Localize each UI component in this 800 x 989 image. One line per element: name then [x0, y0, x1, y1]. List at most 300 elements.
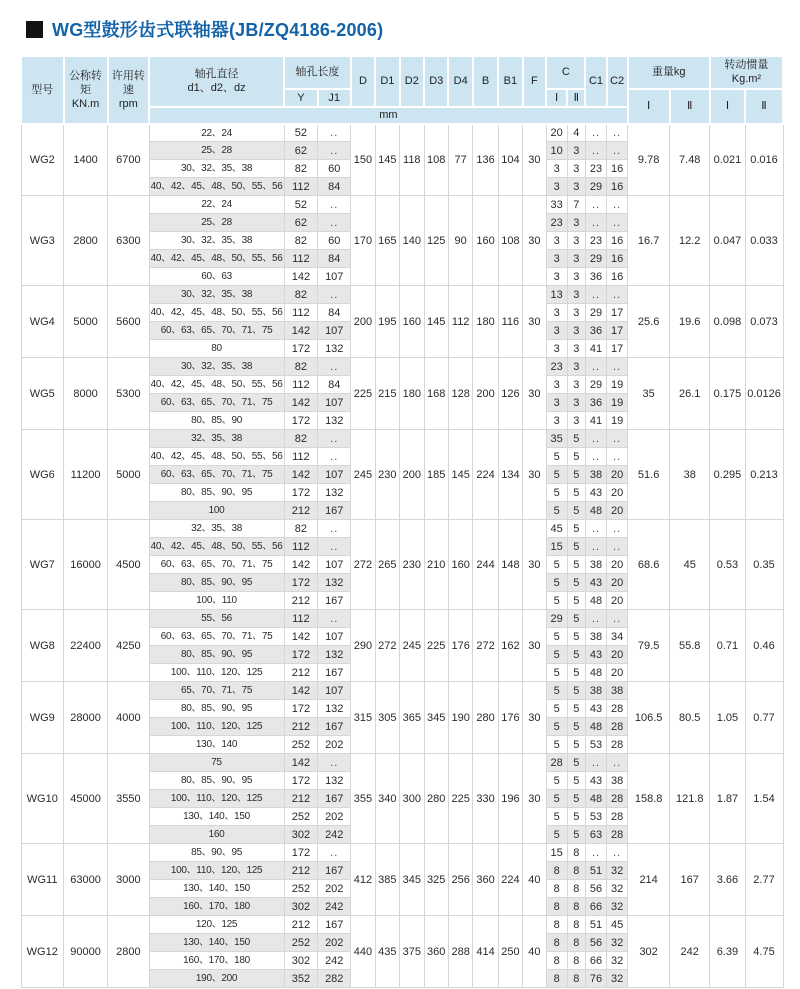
- c2-cell: ..: [607, 124, 628, 142]
- c-ii-cell: 5: [567, 484, 585, 502]
- dim-b1-cell: 116: [498, 286, 522, 358]
- c2-cell: ..: [607, 286, 628, 304]
- c1-cell: ..: [585, 124, 606, 142]
- y-length-cell: 142: [284, 556, 318, 574]
- y-length-cell: 142: [284, 754, 318, 772]
- j1-length-cell: ..: [318, 754, 351, 772]
- dim-f-cell: 30: [523, 520, 547, 610]
- c2-cell: 32: [607, 952, 628, 970]
- c-ii-cell: 8: [567, 862, 585, 880]
- header-b: B: [473, 56, 498, 107]
- bore-cell: 55、56: [149, 610, 284, 628]
- dim-b1-cell: 126: [498, 358, 522, 430]
- dim-b-cell: 244: [473, 520, 498, 610]
- c1-cell: ..: [585, 142, 606, 160]
- dim-d2-cell: 300: [400, 754, 424, 844]
- c1-cell: ..: [585, 430, 606, 448]
- bore-cell: 65、70、71、75: [149, 682, 284, 700]
- bore-cell: 80、85、90、95: [149, 484, 284, 502]
- y-length-cell: 112: [284, 376, 318, 394]
- dim-f-cell: 30: [523, 682, 547, 754]
- c2-cell: 16: [607, 250, 628, 268]
- weight-i-cell: 68.6: [628, 520, 670, 610]
- c2-cell: 28: [607, 826, 628, 844]
- c1-cell: ..: [585, 358, 606, 376]
- weight-ii-cell: 167: [670, 844, 710, 916]
- table-header: [21, 56, 783, 124]
- weight-ii-cell: 121.8: [670, 754, 710, 844]
- c1-cell: ..: [585, 610, 606, 628]
- weight-ii-cell: 55.8: [670, 610, 710, 682]
- c-ii-cell: 3: [567, 340, 585, 358]
- c2-cell: ..: [607, 358, 628, 376]
- weight-i-cell: 25.6: [628, 286, 670, 358]
- j1-length-cell: 132: [318, 340, 351, 358]
- c2-cell: ..: [607, 430, 628, 448]
- dim-d1-cell: 165: [375, 196, 399, 286]
- c-i-cell: 3: [546, 340, 567, 358]
- dim-d4-cell: 190: [448, 682, 472, 754]
- header-c1: C1: [585, 56, 606, 107]
- c1-cell: 41: [585, 412, 606, 430]
- c-ii-cell: 3: [567, 376, 585, 394]
- c-ii-cell: 5: [567, 664, 585, 682]
- y-length-cell: 252: [284, 934, 318, 952]
- table-row: [21, 754, 783, 772]
- bore-cell: 32、35、38: [149, 520, 284, 538]
- dim-d1-cell: 145: [375, 124, 399, 196]
- c1-cell: 38: [585, 556, 606, 574]
- bore-cell: 190、200: [149, 970, 284, 988]
- header-weight: 重量kg: [628, 56, 710, 89]
- j1-length-cell: ..: [318, 286, 351, 304]
- dim-b-cell: 360: [473, 844, 498, 916]
- speed-cell: 5000: [108, 430, 150, 520]
- c-i-cell: 20: [546, 124, 567, 142]
- inertia-i-cell: 0.71: [710, 610, 745, 682]
- bore-cell: 130、140: [149, 736, 284, 754]
- c1-cell: 76: [585, 970, 606, 988]
- c2-cell: 38: [607, 772, 628, 790]
- c-i-cell: 15: [546, 538, 567, 556]
- table-row: [21, 430, 783, 448]
- model-cell: WG12: [21, 916, 64, 988]
- c1-cell: 41: [585, 340, 606, 358]
- y-length-cell: 62: [284, 142, 318, 160]
- c-ii-cell: 8: [567, 934, 585, 952]
- dim-d2-cell: 345: [400, 844, 424, 916]
- dim-d2-cell: 160: [400, 286, 424, 358]
- j1-length-cell: 107: [318, 466, 351, 484]
- dim-f-cell: 30: [523, 196, 547, 286]
- y-length-cell: 142: [284, 394, 318, 412]
- j1-length-cell: 167: [318, 718, 351, 736]
- dim-b-cell: 414: [473, 916, 498, 988]
- y-length-cell: 112: [284, 178, 318, 196]
- c-ii-cell: 5: [567, 646, 585, 664]
- model-cell: WG8: [21, 610, 64, 682]
- c2-cell: 20: [607, 466, 628, 484]
- c-ii-cell: 3: [567, 160, 585, 178]
- header-c-i: Ⅰ: [546, 89, 567, 107]
- weight-ii-cell: 80.5: [670, 682, 710, 754]
- c1-cell: 23: [585, 232, 606, 250]
- c2-cell: 32: [607, 880, 628, 898]
- c1-cell: 51: [585, 862, 606, 880]
- y-length-cell: 52: [284, 196, 318, 214]
- dim-d1-cell: 385: [375, 844, 399, 916]
- y-length-cell: 212: [284, 718, 318, 736]
- c-i-cell: 23: [546, 214, 567, 232]
- c-ii-cell: 3: [567, 394, 585, 412]
- y-length-cell: 172: [284, 484, 318, 502]
- c-ii-cell: 3: [567, 142, 585, 160]
- bore-cell: 25、28: [149, 214, 284, 232]
- y-length-cell: 52: [284, 124, 318, 142]
- j1-length-cell: 242: [318, 826, 351, 844]
- c-i-cell: 5: [546, 646, 567, 664]
- c2-cell: 34: [607, 628, 628, 646]
- dim-f-cell: 30: [523, 358, 547, 430]
- c2-cell: 20: [607, 556, 628, 574]
- c1-cell: ..: [585, 448, 606, 466]
- y-length-cell: 112: [284, 304, 318, 322]
- j1-length-cell: 167: [318, 790, 351, 808]
- bore-cell: 40、42、45、48、50、55、56: [149, 538, 284, 556]
- dim-b-cell: 330: [473, 754, 498, 844]
- c-i-cell: 29: [546, 610, 567, 628]
- dim-d3-cell: 125: [424, 196, 448, 286]
- c-ii-cell: 3: [567, 268, 585, 286]
- y-length-cell: 252: [284, 736, 318, 754]
- j1-length-cell: 84: [318, 178, 351, 196]
- table-row: [21, 520, 783, 538]
- j1-length-cell: 202: [318, 880, 351, 898]
- j1-length-cell: 167: [318, 862, 351, 880]
- c-ii-cell: 8: [567, 952, 585, 970]
- bore-cell: 32、35、38: [149, 430, 284, 448]
- dim-d4-cell: 288: [448, 916, 472, 988]
- j1-length-cell: 202: [318, 736, 351, 754]
- c-ii-cell: 5: [567, 466, 585, 484]
- dim-d-cell: 200: [351, 286, 375, 358]
- bore-cell: 80: [149, 340, 284, 358]
- header-d4: D4: [448, 56, 472, 107]
- c-ii-cell: 5: [567, 808, 585, 826]
- dim-b1-cell: 162: [498, 610, 522, 682]
- c2-cell: 38: [607, 682, 628, 700]
- bore-cell: 40、42、45、48、50、55、56: [149, 448, 284, 466]
- y-length-cell: 82: [284, 232, 318, 250]
- j1-length-cell: 107: [318, 628, 351, 646]
- torque-cell: 11200: [64, 430, 108, 520]
- j1-length-cell: 167: [318, 592, 351, 610]
- dim-d3-cell: 210: [424, 520, 448, 610]
- c2-cell: 32: [607, 862, 628, 880]
- j1-length-cell: 132: [318, 772, 351, 790]
- dim-b-cell: 224: [473, 430, 498, 520]
- y-length-cell: 172: [284, 412, 318, 430]
- j1-length-cell: 132: [318, 484, 351, 502]
- c2-cell: 28: [607, 790, 628, 808]
- coupling-spec-table: [20, 55, 784, 988]
- c1-cell: 36: [585, 268, 606, 286]
- dim-d3-cell: 185: [424, 430, 448, 520]
- c2-cell: 28: [607, 736, 628, 754]
- title-square-icon: [26, 21, 43, 38]
- c2-cell: ..: [607, 214, 628, 232]
- c2-cell: 28: [607, 700, 628, 718]
- y-length-cell: 172: [284, 340, 318, 358]
- weight-i-cell: 158.8: [628, 754, 670, 844]
- j1-length-cell: 132: [318, 646, 351, 664]
- j1-length-cell: ..: [318, 538, 351, 556]
- table-row: [21, 358, 783, 376]
- c1-cell: 53: [585, 736, 606, 754]
- dim-d2-cell: 375: [400, 916, 424, 988]
- c2-cell: 32: [607, 970, 628, 988]
- c-i-cell: 5: [546, 682, 567, 700]
- c-i-cell: 5: [546, 484, 567, 502]
- bore-cell: 30、32、35、38: [149, 160, 284, 178]
- dim-d4-cell: 145: [448, 430, 472, 520]
- inertia-ii-cell: 1.54: [745, 754, 783, 844]
- dim-d2-cell: 245: [400, 610, 424, 682]
- c-i-cell: 5: [546, 772, 567, 790]
- speed-cell: 6700: [108, 124, 150, 196]
- c1-cell: 36: [585, 322, 606, 340]
- c1-cell: 36: [585, 394, 606, 412]
- dim-d3-cell: 225: [424, 610, 448, 682]
- header-weight-ii: Ⅱ: [670, 89, 710, 124]
- j1-length-cell: ..: [318, 124, 351, 142]
- y-length-cell: 82: [284, 358, 318, 376]
- y-length-cell: 112: [284, 250, 318, 268]
- bore-cell: 30、32、35、38: [149, 286, 284, 304]
- bore-cell: 60、63、65、70、71、75: [149, 466, 284, 484]
- y-length-cell: 172: [284, 772, 318, 790]
- dim-d4-cell: 225: [448, 754, 472, 844]
- c-i-cell: 3: [546, 160, 567, 178]
- speed-cell: 5600: [108, 286, 150, 358]
- c1-cell: 48: [585, 592, 606, 610]
- bore-cell: 40、42、45、48、50、55、56: [149, 376, 284, 394]
- dim-d-cell: 355: [351, 754, 375, 844]
- table-row: [21, 124, 783, 142]
- dim-f-cell: 30: [523, 754, 547, 844]
- weight-ii-cell: 19.6: [670, 286, 710, 358]
- c1-cell: ..: [585, 286, 606, 304]
- j1-length-cell: 107: [318, 556, 351, 574]
- dim-f-cell: 40: [523, 844, 547, 916]
- c-i-cell: 3: [546, 268, 567, 286]
- c-i-cell: 10: [546, 142, 567, 160]
- j1-length-cell: 107: [318, 322, 351, 340]
- y-length-cell: 302: [284, 898, 318, 916]
- y-length-cell: 142: [284, 322, 318, 340]
- header-bore-diameter: 轴孔直径 d1、d2、dz: [149, 56, 284, 107]
- j1-length-cell: 132: [318, 700, 351, 718]
- bore-cell: 85、90、95: [149, 844, 284, 862]
- dim-f-cell: 40: [523, 916, 547, 988]
- bore-cell: 40、42、45、48、50、55、56: [149, 250, 284, 268]
- c2-cell: ..: [607, 520, 628, 538]
- dim-d2-cell: 118: [400, 124, 424, 196]
- dim-f-cell: 30: [523, 286, 547, 358]
- c-i-cell: 5: [546, 574, 567, 592]
- c-i-cell: 5: [546, 502, 567, 520]
- inertia-ii-cell: 0.0126: [745, 358, 783, 430]
- c-ii-cell: 5: [567, 520, 585, 538]
- dim-b1-cell: 108: [498, 196, 522, 286]
- y-length-cell: 302: [284, 952, 318, 970]
- torque-cell: 2800: [64, 196, 108, 286]
- c1-cell: 29: [585, 304, 606, 322]
- inertia-ii-cell: 0.016: [745, 124, 783, 196]
- c-ii-cell: 5: [567, 826, 585, 844]
- weight-ii-cell: 38: [670, 430, 710, 520]
- c2-cell: ..: [607, 142, 628, 160]
- bore-cell: 80、85、90、95: [149, 646, 284, 664]
- j1-length-cell: 282: [318, 970, 351, 988]
- inertia-ii-cell: 0.073: [745, 286, 783, 358]
- c2-cell: 19: [607, 376, 628, 394]
- header-c-ii: Ⅱ: [567, 89, 585, 107]
- c-i-cell: 33: [546, 196, 567, 214]
- weight-i-cell: 51.6: [628, 430, 670, 520]
- inertia-i-cell: 0.175: [710, 358, 745, 430]
- inertia-i-cell: 0.295: [710, 430, 745, 520]
- inertia-ii-cell: 0.35: [745, 520, 783, 610]
- dim-d2-cell: 230: [400, 520, 424, 610]
- weight-i-cell: 302: [628, 916, 670, 988]
- y-length-cell: 112: [284, 610, 318, 628]
- dim-b1-cell: 148: [498, 520, 522, 610]
- y-length-cell: 252: [284, 808, 318, 826]
- bore-cell: 80、85、90: [149, 412, 284, 430]
- c1-cell: 29: [585, 376, 606, 394]
- y-length-cell: 212: [284, 502, 318, 520]
- c-ii-cell: 5: [567, 718, 585, 736]
- c1-cell: ..: [585, 196, 606, 214]
- inertia-ii-cell: 0.46: [745, 610, 783, 682]
- c2-cell: ..: [607, 844, 628, 862]
- inertia-i-cell: 3.66: [710, 844, 745, 916]
- j1-length-cell: 60: [318, 232, 351, 250]
- c2-cell: ..: [607, 448, 628, 466]
- weight-i-cell: 79.5: [628, 610, 670, 682]
- header-speed: 许用转速 rpm: [108, 56, 150, 124]
- c-ii-cell: 8: [567, 844, 585, 862]
- inertia-ii-cell: 2.77: [745, 844, 783, 916]
- bore-cell: 60、63、65、70、71、75: [149, 556, 284, 574]
- dim-b1-cell: 196: [498, 754, 522, 844]
- c1-cell: 43: [585, 574, 606, 592]
- torque-cell: 8000: [64, 358, 108, 430]
- inertia-ii-cell: 0.033: [745, 196, 783, 286]
- header-inertia: 转动惯量 Kg.m²: [710, 56, 783, 89]
- torque-cell: 63000: [64, 844, 108, 916]
- c1-cell: 23: [585, 160, 606, 178]
- model-cell: WG7: [21, 520, 64, 610]
- header-model: 型号: [21, 56, 64, 124]
- bore-cell: 130、140、150: [149, 880, 284, 898]
- inertia-ii-cell: 4.75: [745, 916, 783, 988]
- bore-cell: 80、85、90、95: [149, 700, 284, 718]
- inertia-ii-cell: 0.77: [745, 682, 783, 754]
- c1-cell: 43: [585, 772, 606, 790]
- c1-cell: 56: [585, 880, 606, 898]
- c-ii-cell: 5: [567, 610, 585, 628]
- c-i-cell: 5: [546, 466, 567, 484]
- y-length-cell: 112: [284, 538, 318, 556]
- weight-ii-cell: 7.48: [670, 124, 710, 196]
- c-ii-cell: 5: [567, 574, 585, 592]
- y-length-cell: 212: [284, 664, 318, 682]
- bore-cell: 60、63、65、70、71、75: [149, 394, 284, 412]
- inertia-i-cell: 6.39: [710, 916, 745, 988]
- c-ii-cell: 5: [567, 430, 585, 448]
- header-bore-length: 轴孔长度: [284, 56, 351, 89]
- header-unit-mm: mm: [149, 107, 628, 124]
- j1-length-cell: 132: [318, 574, 351, 592]
- dim-d4-cell: 256: [448, 844, 472, 916]
- header-c2: C2: [607, 56, 628, 107]
- c1-cell: 53: [585, 808, 606, 826]
- c-ii-cell: 8: [567, 880, 585, 898]
- j1-length-cell: 202: [318, 808, 351, 826]
- bore-cell: 120、125: [149, 916, 284, 934]
- header-d2: D2: [400, 56, 424, 107]
- c-ii-cell: 3: [567, 412, 585, 430]
- dim-b1-cell: 104: [498, 124, 522, 196]
- c2-cell: ..: [607, 538, 628, 556]
- bore-cell: 130、140、150: [149, 934, 284, 952]
- header-weight-i: Ⅰ: [628, 89, 670, 124]
- c-ii-cell: 5: [567, 682, 585, 700]
- speed-cell: 3000: [108, 844, 150, 916]
- dim-d4-cell: 112: [448, 286, 472, 358]
- c1-cell: 38: [585, 466, 606, 484]
- y-length-cell: 212: [284, 592, 318, 610]
- header-d: D: [351, 56, 375, 107]
- bore-cell: 100、110、120、125: [149, 862, 284, 880]
- y-length-cell: 352: [284, 970, 318, 988]
- bore-cell: 160、170、180: [149, 952, 284, 970]
- c-i-cell: 35: [546, 430, 567, 448]
- dim-d3-cell: 280: [424, 754, 448, 844]
- j1-length-cell: 167: [318, 502, 351, 520]
- c2-cell: 16: [607, 160, 628, 178]
- c-ii-cell: 5: [567, 628, 585, 646]
- c-ii-cell: 5: [567, 754, 585, 772]
- speed-cell: 4500: [108, 520, 150, 610]
- c2-cell: ..: [607, 754, 628, 772]
- dim-d2-cell: 180: [400, 358, 424, 430]
- c-ii-cell: 3: [567, 286, 585, 304]
- c2-cell: 16: [607, 178, 628, 196]
- c-i-cell: 3: [546, 232, 567, 250]
- c2-cell: 20: [607, 502, 628, 520]
- speed-cell: 5300: [108, 358, 150, 430]
- dim-b-cell: 280: [473, 682, 498, 754]
- c-ii-cell: 5: [567, 592, 585, 610]
- header-d1: D1: [375, 56, 399, 107]
- c-i-cell: 8: [546, 934, 567, 952]
- bore-cell: 22、24: [149, 124, 284, 142]
- c-i-cell: 3: [546, 304, 567, 322]
- c2-cell: 17: [607, 304, 628, 322]
